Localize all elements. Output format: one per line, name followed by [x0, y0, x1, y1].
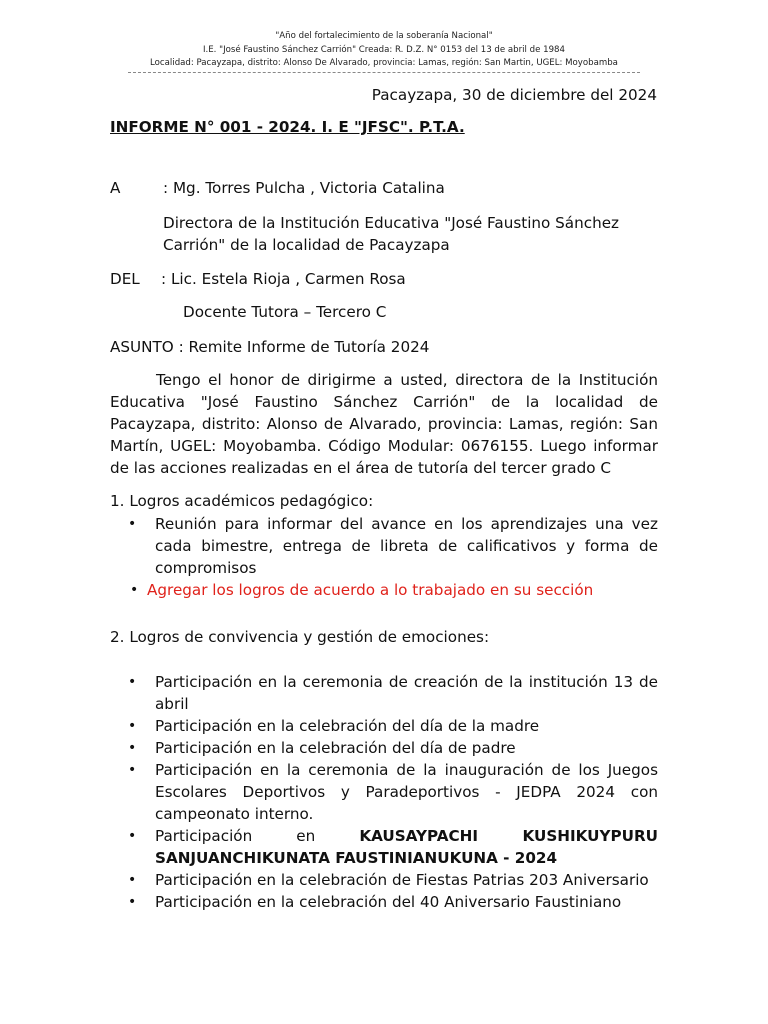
list-item-text: Participación en la celebración de Fiestas Patrias 203 Aniversario — [155, 871, 649, 889]
intro-paragraph: Tengo el honor de dirigirme a usted, directora de la Institución Educativa "José Faustino Sánchez Carrión" de la localidad de Pacayzapa, distrito: Alonso de Alvarado, provincia: Lamas, región: San Martín, UGEL: Moyobamba. Código Modular: 0676155. Luego informar de las acciones realizadas en el área de tutoría del tercer grado C — [110, 371, 658, 477]
list-item — [110, 869, 658, 891]
list-item-text: Participación en la celebración del día de la madre — [155, 717, 540, 735]
section1-list — [110, 513, 658, 601]
recipient-position: Directora de la Institución Educativa "José Faustino Sánchez Carrión" de la localidad de Pacayzapa — [163, 214, 620, 254]
header-divider — [128, 72, 640, 73]
list-item-text: Participación en la ceremonia de creación de la institución 13 de abril — [155, 673, 658, 713]
list-item-text: Participación en — [155, 827, 316, 845]
bullet-icon: • — [128, 828, 137, 844]
section2-list — [110, 671, 658, 913]
bullet-icon: • — [128, 516, 137, 532]
bullet-icon: • — [128, 762, 137, 778]
bullet-icon: • — [128, 740, 137, 756]
letterhead-school: I.E. "José Faustino Sánchez Carrión" Creada: R. D.Z. N° 0153 del 13 de abril de 1984 — [202, 44, 565, 55]
bullet-icon: • — [128, 718, 137, 734]
list-item — [110, 825, 658, 869]
sender-name: : Lic. Estela Rioja , Carmen Rosa — [161, 270, 406, 288]
section1-heading: 1. Logros académicos pedagógico: — [110, 492, 374, 510]
list-item-text: Reunión para informar del avance en los aprendizajes una vez cada bimestre, entrega de libreta de calificativos y forma de compromisos — [155, 515, 658, 577]
list-item-text: Agregar los logros de acuerdo a lo trabajado en su sección — [147, 581, 594, 599]
date-line: Pacayzapa, 30 de diciembre del 2024 — [371, 86, 657, 104]
list-item-text: Participación en la celebración del día de padre — [155, 739, 516, 757]
recipient-name: : Mg. Torres Pulcha , Victoria Catalina — [163, 179, 445, 197]
section2-heading: 2. Logros de convivencia y gestión de emociones: — [110, 628, 490, 646]
from-label: DEL — [110, 270, 140, 288]
bullet-icon: • — [128, 872, 137, 888]
list-item — [110, 759, 658, 825]
subject-line: ASUNTO : Remite Informe de Tutoría 2024 — [110, 338, 430, 356]
to-label: A — [110, 179, 121, 197]
list-item — [110, 513, 658, 579]
letterhead — [0, 30, 768, 71]
bullet-icon: • — [128, 674, 137, 690]
letterhead-motto: "Año del fortalecimiento de la soberanía Nacional" — [275, 31, 493, 41]
sender-position: Docente Tutora – Tercero C — [183, 303, 387, 321]
list-item-text: Participación en la celebración del 40 Aniversario Faustiniano — [155, 893, 622, 911]
letterhead-location: Localidad: Pacayzapa, distrito: Alonso De Alvarado, provincia: Lamas, región: San Martin, UGEL: Moyobamba — [150, 58, 618, 68]
bullet-icon: • — [130, 582, 139, 598]
list-item-text: Participación en la ceremonia de la inauguración de los Juegos Escolares Deportivos y Paradeportivos - JEDPA 2024 con campeonato interno. — [155, 761, 658, 823]
list-item — [110, 737, 658, 759]
list-item — [110, 671, 658, 715]
event-name: KAUSAYPACHI KUSHIKUYPURU SANJUANCHIKUNATA FAUSTINIANUKUNA - 2024 — [155, 827, 658, 867]
bullet-icon: • — [128, 894, 137, 910]
list-item — [110, 715, 658, 737]
report-title: INFORME N° 001 - 2024. I. E "JFSC". P.T.A. — [110, 118, 465, 136]
list-item — [110, 891, 658, 913]
list-item-highlight — [110, 579, 658, 601]
